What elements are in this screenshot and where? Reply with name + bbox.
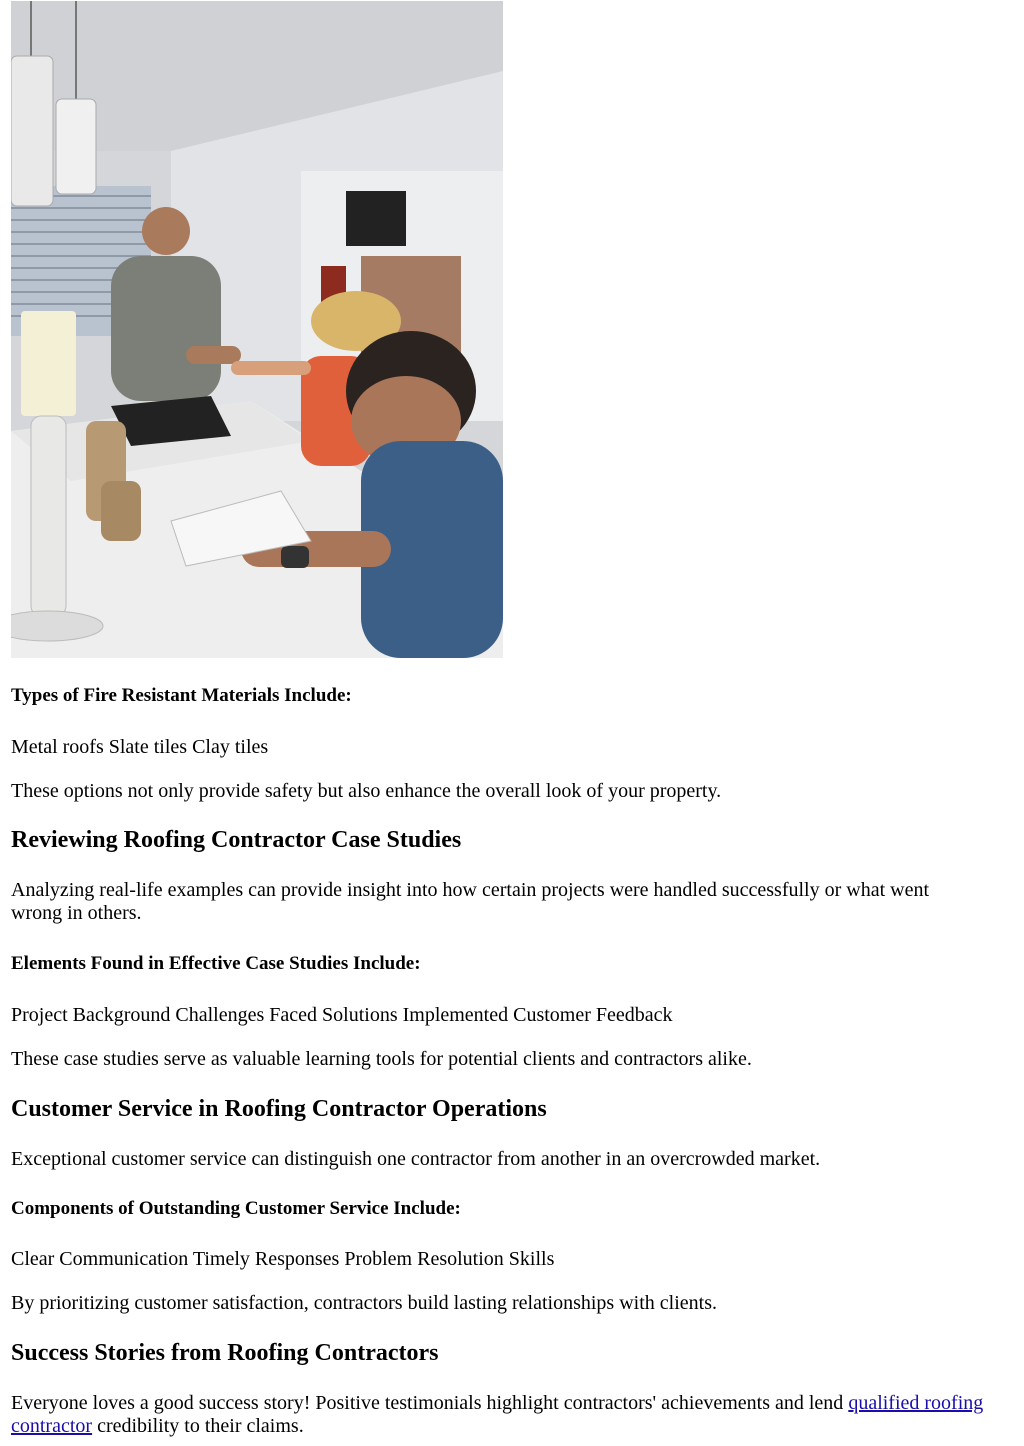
case-studies-paragraph-2: These case studies serve as valuable learning tools for potential clients and contractors alike. xyxy=(11,1048,752,1070)
contractor-handshake-photo xyxy=(11,1,503,658)
photo-contractor-handshake-icon xyxy=(11,1,503,658)
case-studies-paragraph xyxy=(11,879,1017,925)
success-stories-paragraph xyxy=(11,1392,1017,1438)
qualified-roofing-link[interactable]: qualified roofing xyxy=(848,1392,984,1414)
contractor-link[interactable]: contractor xyxy=(11,1415,93,1437)
fire-materials-paragraph: These options not only provide safety but also enhance the overall look of your property. xyxy=(11,780,722,802)
success-stories-text-end: credibility to their claims. xyxy=(92,1415,304,1437)
case-studies-heading: Reviewing Roofing Contractor Case Studies xyxy=(11,827,462,853)
success-stories-heading: Success Stories from Roofing Contractors xyxy=(11,1340,439,1366)
success-stories-text-start: Everyone loves a good success story! Positive testimonials highlight contractors' achievements and lend xyxy=(11,1392,849,1414)
case-studies-subheading: Elements Found in Effective Case Studies Include: xyxy=(11,953,421,974)
customer-service-list: Clear Communication Timely Responses Problem Resolution Skills xyxy=(11,1248,555,1270)
fire-materials-subheading: Types of Fire Resistant Materials Include: xyxy=(11,685,352,706)
customer-service-paragraph: Exceptional customer service can distinguish one contractor from another in an overcrowded market. xyxy=(11,1148,821,1170)
fire-materials-list: Metal roofs Slate tiles Clay tiles xyxy=(11,736,269,758)
case-studies-list: Project Background Challenges Faced Solutions Implemented Customer Feedback xyxy=(11,1004,673,1026)
customer-service-subheading: Components of Outstanding Customer Service Include: xyxy=(11,1198,461,1219)
case-studies-paragraph-line2: wrong in others. xyxy=(11,902,142,924)
case-studies-paragraph-line1: Analyzing real-life examples can provide insight into how certain projects were handled successfully or what went xyxy=(11,879,930,901)
customer-service-paragraph-2: By prioritizing customer satisfaction, contractors build lasting relationships with clients. xyxy=(11,1292,717,1314)
customer-service-heading: Customer Service in Roofing Contractor Operations xyxy=(11,1096,547,1122)
